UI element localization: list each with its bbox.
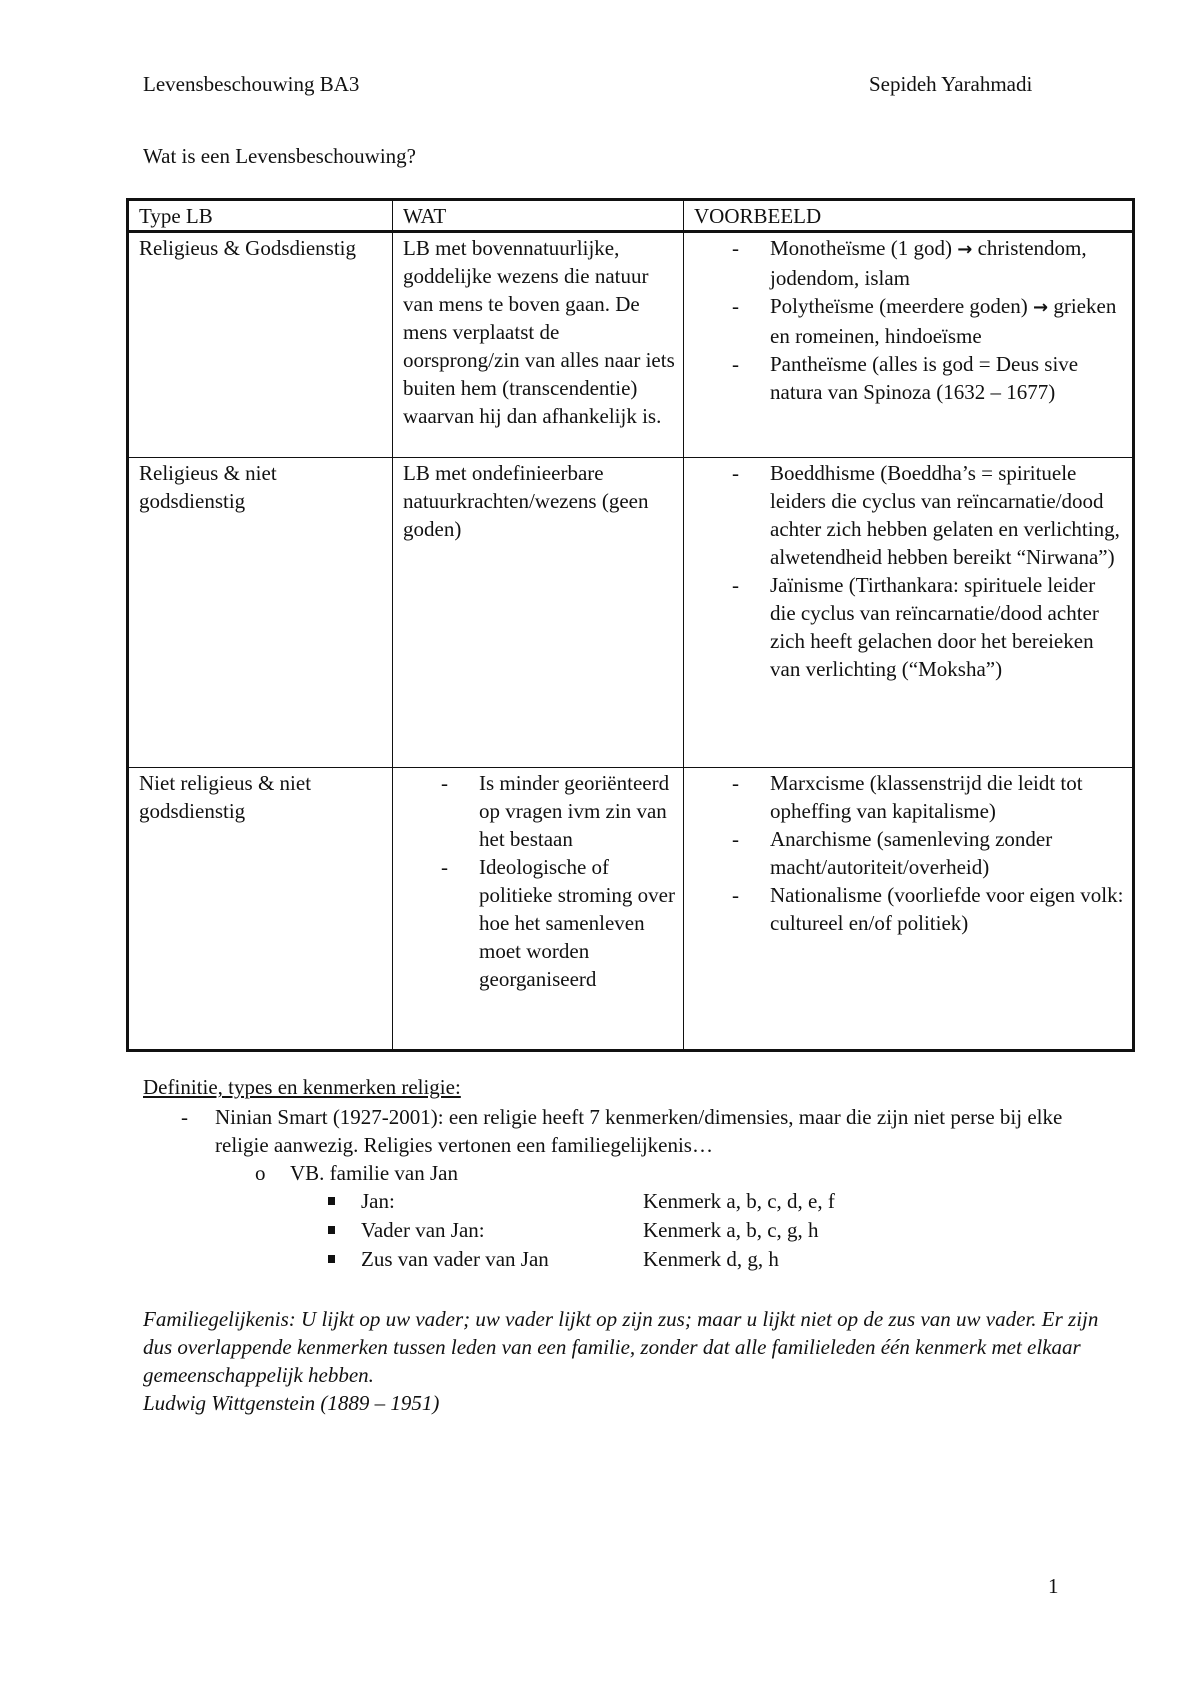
table-row <box>128 232 1134 458</box>
square-bullet-icon <box>328 1226 335 1234</box>
header-course: Levensbeschouwing BA3 <box>143 72 360 96</box>
circle-bullet-icon: o <box>255 1161 266 1185</box>
list-item-text: Ninian Smart (1927-2001): een religie heeft 7 kenmerken/dimensies, maar die zijn niet perse bij elke religie aanwezig. Religies vertonen een familiegelijkenis… <box>215 1105 1063 1157</box>
column-header-type: Type LB <box>128 200 393 232</box>
levensbeschouwing-table <box>126 198 1135 1052</box>
list-item-text: Nationalisme (voorliefde voor eigen volk: cultureel en/of politiek) <box>770 883 1124 935</box>
list-item <box>403 769 675 853</box>
voorbeeld-list <box>694 234 1124 406</box>
family-member-row <box>143 1187 1103 1216</box>
list-item-text: Polytheïsme (meerdere goden) → grieken en romeinen, hindoeïsme <box>770 294 1117 348</box>
dash-bullet-icon: - <box>441 855 448 879</box>
family-member-name: Zus van vader van Jan <box>361 1247 549 1271</box>
header-author: Sepideh Yarahmadi <box>869 72 1033 96</box>
arrow-right-icon: → <box>1033 297 1049 318</box>
cell-type: Niet religieus & niet godsdienstig <box>128 768 393 1051</box>
family-member-traits: Kenmerk a, b, c, g, h <box>643 1218 819 1242</box>
table-row <box>128 458 1134 768</box>
cell-voorbeeld <box>684 458 1134 768</box>
family-member-traits: Kenmerk d, g, h <box>643 1247 779 1271</box>
dash-bullet-icon: - <box>732 573 739 597</box>
cell-voorbeeld <box>684 768 1134 1051</box>
quote-text: Familiegelijkenis: U lijkt op uw vader; uw vader lijkt op zijn zus; maar u lijkt niet op de zus van uw vader. Er zijn dus overlappende kenmerken tussen leden van een familie, zonder dat alle familieleden één kenmerk met elkaar gemeenschappelijk hebben. <box>143 1307 1099 1387</box>
family-member-traits: Kenmerk a, b, c, d, e, f <box>643 1189 835 1213</box>
wat-list <box>403 769 675 993</box>
table-header-row <box>128 200 1134 232</box>
cell-wat: LB met bovennatuurlijke, goddelijke wezens die natuur van mens te boven gaan. De mens verplaatst de oorsprong/zin van alles naar iets buiten hem (transcendentie) waarvan hij dan afhankelijk is. <box>393 232 684 458</box>
cell-type: Religieus & niet godsdienstig <box>128 458 393 768</box>
dash-bullet-icon: - <box>732 236 739 260</box>
list-item-text: Pantheïsme (alles is god = Deus sive natura van Spinoza (1632 – 1677) <box>770 352 1079 404</box>
dash-bullet-icon: - <box>181 1105 188 1129</box>
list-item-text: Boeddhisme (Boeddha’s = spirituele leiders die cyclus van reïncarnatie/dood achter zich hebben gelaten en verlichting, alwetendheid hebben bereikt “Nirwana”) <box>770 461 1120 569</box>
dash-bullet-icon: - <box>732 827 739 851</box>
dash-bullet-icon: - <box>732 461 739 485</box>
list-item-text: Jaïnisme (Tirthankara: spirituele leider die cyclus van reïncarnatie/dood achter zich heeft gelachen door het bereieken van verlichting (“Moksha”) <box>770 573 1099 681</box>
family-member-name: Jan: <box>361 1189 395 1213</box>
square-bullet-icon <box>328 1197 335 1205</box>
column-header-voorbeeld: VOORBEELD <box>684 200 1134 232</box>
dash-bullet-icon: - <box>732 883 739 907</box>
cell-voorbeeld <box>684 232 1134 458</box>
wittgenstein-quote <box>143 1305 1103 1417</box>
sub-list-item <box>143 1159 1103 1187</box>
sub-list-item-text: VB. familie van Jan <box>290 1161 458 1185</box>
list-item <box>694 292 1124 350</box>
dash-bullet-icon: - <box>732 771 739 795</box>
dash-bullet-icon: - <box>441 771 448 795</box>
arrow-right-icon: → <box>957 239 973 260</box>
square-bullet-icon <box>328 1255 335 1263</box>
family-member-name: Vader van Jan: <box>361 1218 485 1242</box>
list-item-text: Ideologische of politieke stroming over hoe het samenleven moet worden georganiseerd <box>479 855 675 991</box>
list-item-text: Anarchisme (samenleving zonder macht/autoriteit/overheid) <box>770 827 1053 879</box>
cell-type: Religieus & Godsdienstig <box>128 232 393 458</box>
list-item-text: Monotheïsme (1 god) → christendom, jodendom, islam <box>770 236 1087 290</box>
voorbeeld-list <box>694 459 1124 683</box>
list-item <box>694 881 1124 937</box>
list-item <box>403 853 675 993</box>
list-item-text: Is minder georiënteerd op vragen ivm zin van het bestaan <box>479 771 670 851</box>
definition-title: Definitie, types en kenmerken religie: <box>143 1075 461 1099</box>
list-item <box>143 1103 1103 1159</box>
family-member-row <box>143 1216 1103 1245</box>
dash-bullet-icon: - <box>732 352 739 376</box>
quote-attribution: Ludwig Wittgenstein (1889 – 1951) <box>143 1391 440 1415</box>
page-number: 1 <box>1048 1574 1059 1598</box>
list-item-text: Marxcisme (klassenstrijd die leidt tot opheffing van kapitalisme) <box>770 771 1083 823</box>
list-item <box>694 459 1124 571</box>
section-title: Wat is een Levensbeschouwing? <box>143 144 416 168</box>
cell-wat <box>393 768 684 1051</box>
table-row <box>128 768 1134 1051</box>
list-item <box>694 350 1124 406</box>
voorbeeld-list <box>694 769 1124 937</box>
family-member-row <box>143 1245 1103 1274</box>
cell-wat: LB met ondefinieerbare natuurkrachten/wezens (geen goden) <box>393 458 684 768</box>
definition-list <box>143 1103 1103 1274</box>
column-header-wat: WAT <box>393 200 684 232</box>
list-item <box>694 769 1124 825</box>
list-item <box>694 571 1124 683</box>
dash-bullet-icon: - <box>732 294 739 318</box>
list-item <box>694 234 1124 292</box>
list-item <box>694 825 1124 881</box>
